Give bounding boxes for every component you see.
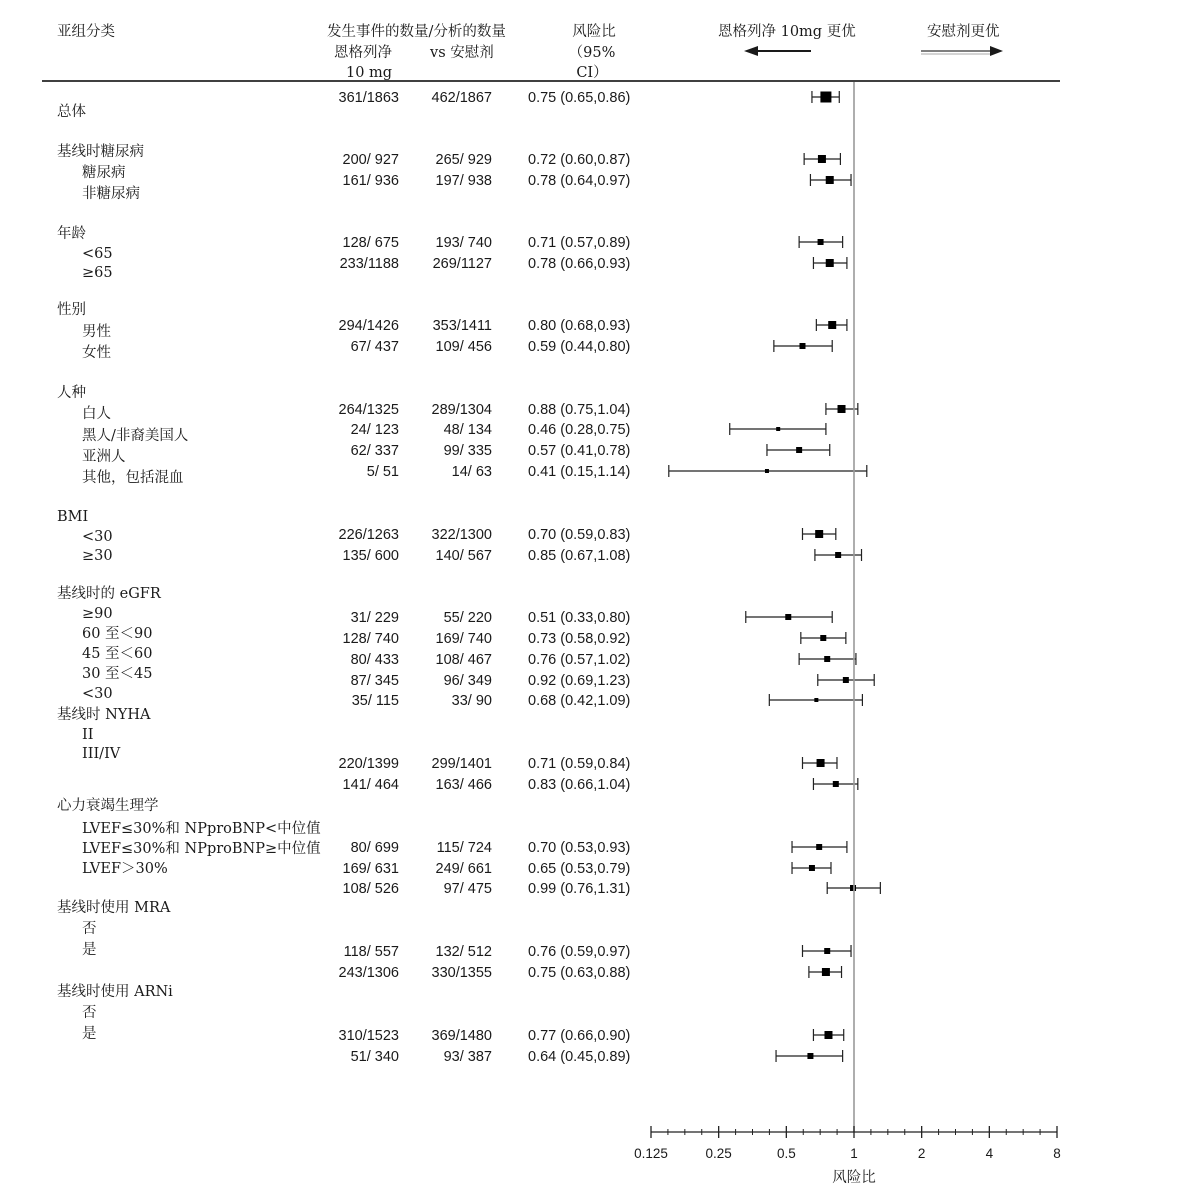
forest-row — [339, 402, 858, 418]
forest-row — [343, 173, 851, 189]
right-arrow-icon — [921, 46, 1003, 56]
hazard-ratio-cell: 0.70 (0.59,0.83) — [528, 527, 631, 543]
drug-events-cell: 67/ 437 — [350, 339, 399, 355]
group-heading: 年龄 — [57, 226, 86, 242]
hazard-ratio-cell: 0.73 (0.58,0.92) — [528, 631, 631, 647]
placebo-events-cell: 96/ 349 — [443, 673, 492, 689]
point-estimate — [824, 1031, 832, 1039]
point-estimate — [807, 1053, 813, 1059]
subgroup-label: 60 至＜90 — [82, 626, 153, 642]
forest-row — [339, 1028, 844, 1044]
drug-events-cell: 128/ 675 — [342, 235, 399, 251]
x-tick-label: 0.125 — [634, 1146, 668, 1161]
subgroup-header: 亚组分类 — [57, 24, 115, 40]
subgroup-label: 非糖尿病 — [82, 186, 140, 202]
point-estimate — [815, 530, 823, 538]
drug-events-cell: 108/ 526 — [342, 881, 399, 897]
placebo-events-cell: 108/ 467 — [435, 652, 492, 668]
hazard-ratio-cell: 0.78 (0.66,0.93) — [528, 256, 631, 272]
hazard-ratio-cell: 0.65 (0.53,0.79) — [528, 861, 631, 877]
drug-events-cell: 62/ 337 — [350, 443, 399, 459]
forest-row — [339, 756, 837, 772]
point-estimate — [776, 427, 780, 431]
forest-row — [340, 256, 847, 272]
drug-events-cell: 35/ 115 — [351, 693, 399, 709]
point-estimate — [814, 698, 818, 702]
subgroup-label: 白人 — [82, 406, 111, 422]
hazard-ratio-cell: 0.71 (0.57,0.89) — [528, 235, 631, 251]
forest-row — [343, 881, 881, 897]
plot-area — [634, 82, 1061, 1186]
data-rows — [339, 90, 881, 1065]
drug-events-cell: 233/1188 — [339, 256, 399, 272]
x-tick-label: 0.5 — [776, 1146, 796, 1161]
forest-row — [343, 235, 843, 251]
favors-drug-label: 恩格列净 10mg 更优 — [718, 24, 856, 40]
group-heading: 人种 — [57, 385, 86, 401]
drug-events-cell: 80/ 433 — [350, 652, 399, 668]
hazard-ratio-cell: 0.78 (0.64,0.97) — [528, 173, 631, 189]
subgroup-label: 黑人/非裔美国人 — [82, 428, 189, 444]
placebo-events-cell: 353/1411 — [432, 318, 492, 334]
subgroup-label: 45 至＜60 — [82, 646, 153, 662]
drug-events-cell: 141/ 464 — [342, 777, 399, 793]
drug-events-cell: 135/ 600 — [342, 548, 399, 564]
placebo-events-cell: 289/1304 — [431, 402, 492, 418]
placebo-events-cell: 97/ 475 — [443, 881, 492, 897]
hazard-ratio-cell: 0.41 (0.15,1.14) — [528, 464, 631, 480]
point-estimate — [824, 656, 830, 662]
point-estimate — [818, 155, 826, 163]
subgroup-label: 糖尿病 — [82, 165, 126, 181]
forest-row — [343, 631, 846, 647]
hazard-ratio-cell: 0.83 (0.66,1.04) — [528, 777, 631, 793]
hazard-ratio-cell: 0.64 (0.45,0.89) — [528, 1049, 631, 1065]
forest-row — [351, 840, 847, 856]
forest-row — [339, 965, 842, 981]
forest-row — [339, 527, 836, 543]
drug-events-cell: 31/ 229 — [350, 610, 399, 626]
point-estimate — [816, 844, 822, 850]
subgroup-labels — [57, 103, 321, 1042]
hazard-ratio-cell: 0.85 (0.67,1.08) — [528, 548, 631, 564]
point-estimate — [809, 865, 815, 871]
drug-column-header-line1: 恩格列净 — [334, 45, 392, 61]
hazard-ratio-cell: 0.99 (0.76,1.31) — [528, 881, 631, 897]
placebo-events-cell: 369/1480 — [431, 1028, 492, 1044]
point-estimate — [817, 759, 825, 767]
x-tick-label: 0.25 — [705, 1146, 732, 1161]
group-heading: 基线时糖尿病 — [57, 144, 144, 160]
favors-placebo-label: 安慰剂更优 — [927, 24, 1000, 40]
point-estimate — [820, 92, 831, 103]
drug-events-cell: 169/ 631 — [342, 861, 399, 877]
drug-column-header-line2: 10 mg — [346, 65, 393, 81]
subgroup-label: <30 — [82, 686, 113, 702]
placebo-events-cell: 115/ 724 — [436, 840, 492, 856]
hr-header-line2: （95% — [568, 45, 616, 61]
drug-events-cell: 24/ 123 — [350, 422, 399, 438]
hazard-ratio-cell: 0.46 (0.28,0.75) — [528, 422, 631, 438]
group-heading: 基线时使用 MRA — [57, 900, 171, 916]
forest-row — [339, 90, 840, 106]
hazard-ratio-cell: 0.88 (0.75,1.04) — [528, 402, 631, 418]
point-estimate — [785, 614, 791, 620]
forest-row — [343, 152, 841, 168]
hazard-ratio-cell: 0.75 (0.63,0.88) — [528, 965, 631, 981]
drug-events-cell: 264/1325 — [338, 402, 399, 418]
subgroup-label: ≥65 — [82, 265, 113, 281]
hazard-ratio-cell: 0.92 (0.69,1.23) — [528, 673, 631, 689]
subgroup-label: LVEF＞30% — [82, 861, 168, 877]
placebo-events-cell: 109/ 456 — [435, 339, 492, 355]
left-arrow-icon — [744, 46, 811, 56]
forest-row — [351, 443, 830, 459]
placebo-events-cell: 249/ 661 — [435, 861, 492, 877]
subgroup-label: ≥90 — [82, 606, 113, 622]
drug-events-cell: 118/ 557 — [343, 944, 399, 960]
placebo-events-cell: 197/ 938 — [435, 173, 492, 189]
placebo-events-cell: 14/ 63 — [451, 464, 492, 480]
point-estimate — [850, 885, 856, 891]
hazard-ratio-cell: 0.80 (0.68,0.93) — [528, 318, 631, 334]
placebo-events-cell: 163/ 466 — [435, 777, 492, 793]
subgroup-label: 30 至＜45 — [82, 666, 153, 682]
drug-events-cell: 294/1426 — [338, 318, 399, 334]
forest-row — [351, 652, 856, 668]
forest-row — [351, 339, 833, 355]
point-estimate — [799, 343, 805, 349]
drug-events-cell: 80/ 699 — [350, 840, 399, 856]
forest-row — [351, 422, 826, 438]
forest-row — [351, 610, 833, 626]
subgroup-label: 女性 — [82, 345, 111, 361]
subgroup-label: LVEF≤30%和 NPproBNP≥中位值 — [82, 841, 321, 857]
placebo-events-cell: 48/ 134 — [443, 422, 492, 438]
x-tick-label: 4 — [985, 1146, 994, 1161]
point-estimate — [822, 968, 830, 976]
point-estimate — [833, 781, 839, 787]
placebo-events-cell: 55/ 220 — [443, 610, 492, 626]
forest-row — [344, 944, 851, 960]
point-estimate — [796, 447, 802, 453]
subgroup-label: 否 — [82, 921, 97, 937]
point-estimate — [826, 176, 834, 184]
forest-row — [343, 548, 862, 564]
hazard-ratio-cell: 0.76 (0.57,1.02) — [528, 652, 631, 668]
hazard-ratio-cell: 0.76 (0.59,0.97) — [528, 944, 631, 960]
subgroup-label: <65 — [82, 246, 113, 262]
subgroup-label: ≥30 — [82, 548, 113, 564]
point-estimate — [835, 552, 841, 558]
group-heading: 基线时使用 ARNi — [57, 984, 173, 1000]
events-header: 发生事件的数量/分析的数量 — [327, 24, 506, 40]
group-heading: 基线时 NYHA — [57, 707, 151, 723]
placebo-column-header: vs 安慰剂 — [430, 45, 494, 61]
point-estimate — [820, 635, 826, 641]
hazard-ratio-cell: 0.77 (0.66,0.90) — [528, 1028, 631, 1044]
placebo-events-cell: 132/ 512 — [435, 944, 492, 960]
group-heading: 基线时的 eGFR — [57, 586, 161, 602]
group-heading: BMI — [57, 509, 89, 525]
subgroup-label: 其他，包括混血 — [82, 470, 184, 486]
point-estimate — [765, 469, 769, 473]
point-estimate — [818, 239, 824, 245]
drug-events-cell: 361/1863 — [338, 90, 399, 106]
forest-row — [351, 673, 875, 689]
hr-header-line1: 风险比 — [572, 24, 616, 40]
group-heading: 心力衰竭生理学 — [57, 798, 159, 814]
subgroup-label: III/IV — [82, 746, 121, 762]
hr-header-line3: CI） — [576, 65, 608, 81]
subgroup-label: LVEF≤30%和 NPproBNP<中位值 — [82, 821, 321, 837]
subgroup-label: 亚洲人 — [82, 449, 126, 465]
hazard-ratio-cell: 0.72 (0.60,0.87) — [528, 152, 631, 168]
placebo-events-cell: 265/ 929 — [435, 152, 492, 168]
point-estimate — [828, 321, 836, 329]
drug-events-cell: 243/1306 — [338, 965, 399, 981]
forest-row — [351, 1049, 843, 1065]
table-header — [42, 22, 1060, 81]
forest-row — [343, 861, 831, 877]
subgroup-label: 是 — [82, 1026, 97, 1042]
subgroup-label: 是 — [82, 942, 97, 958]
placebo-events-cell: 269/1127 — [432, 256, 492, 272]
subgroup-label: 否 — [82, 1005, 97, 1021]
placebo-events-cell: 99/ 335 — [443, 443, 492, 459]
placebo-events-cell: 193/ 740 — [435, 235, 492, 251]
placebo-events-cell: 330/1355 — [431, 965, 492, 981]
forest-row — [339, 318, 847, 334]
drug-events-cell: 226/1263 — [338, 527, 399, 543]
x-tick-label: 2 — [917, 1146, 926, 1161]
point-estimate — [824, 948, 830, 954]
drug-events-cell: 200/ 927 — [342, 152, 399, 168]
point-estimate — [843, 677, 849, 683]
group-heading: 性别 — [57, 302, 86, 318]
hazard-ratio-cell: 0.70 (0.53,0.93) — [528, 840, 631, 856]
hazard-ratio-cell: 0.75 (0.65,0.86) — [528, 90, 631, 106]
hazard-ratio-cell: 0.59 (0.44,0.80) — [528, 339, 631, 355]
drug-events-cell: 128/ 740 — [342, 631, 399, 647]
point-estimate — [826, 259, 834, 267]
forest-row — [343, 777, 858, 793]
hazard-ratio-cell: 0.68 (0.42,1.09) — [528, 693, 631, 709]
placebo-events-cell: 169/ 740 — [435, 631, 492, 647]
placebo-events-cell: 462/1867 — [431, 90, 492, 106]
placebo-events-cell: 93/ 387 — [443, 1049, 492, 1065]
drug-events-cell: 310/1523 — [338, 1028, 399, 1044]
placebo-events-cell: 299/1401 — [431, 756, 492, 772]
drug-events-cell: 51/ 340 — [350, 1049, 399, 1065]
drug-events-cell: 161/ 936 — [342, 173, 399, 189]
subgroup-label: <30 — [82, 529, 113, 545]
placebo-events-cell: 33/ 90 — [451, 693, 492, 709]
forest-row — [367, 464, 867, 480]
group-heading: 总体 — [57, 104, 86, 120]
drug-events-cell: 220/1399 — [338, 756, 399, 772]
drug-events-cell: 87/ 345 — [350, 673, 399, 689]
subgroup-label: 男性 — [82, 324, 111, 340]
drug-events-cell: 5/ 51 — [366, 464, 399, 480]
x-tick-label: 8 — [1053, 1146, 1061, 1161]
placebo-events-cell: 140/ 567 — [435, 548, 492, 564]
hazard-ratio-cell: 0.51 (0.33,0.80) — [528, 610, 631, 626]
x-axis-label: 风险比 — [832, 1170, 876, 1186]
hazard-ratio-cell: 0.57 (0.41,0.78) — [528, 443, 631, 459]
hazard-ratio-cell: 0.71 (0.59,0.84) — [528, 756, 631, 772]
subgroup-label: II — [82, 727, 94, 743]
point-estimate — [838, 405, 846, 413]
x-tick-label: 1 — [850, 1146, 858, 1161]
forest-row — [352, 693, 863, 709]
placebo-events-cell: 322/1300 — [431, 527, 492, 543]
